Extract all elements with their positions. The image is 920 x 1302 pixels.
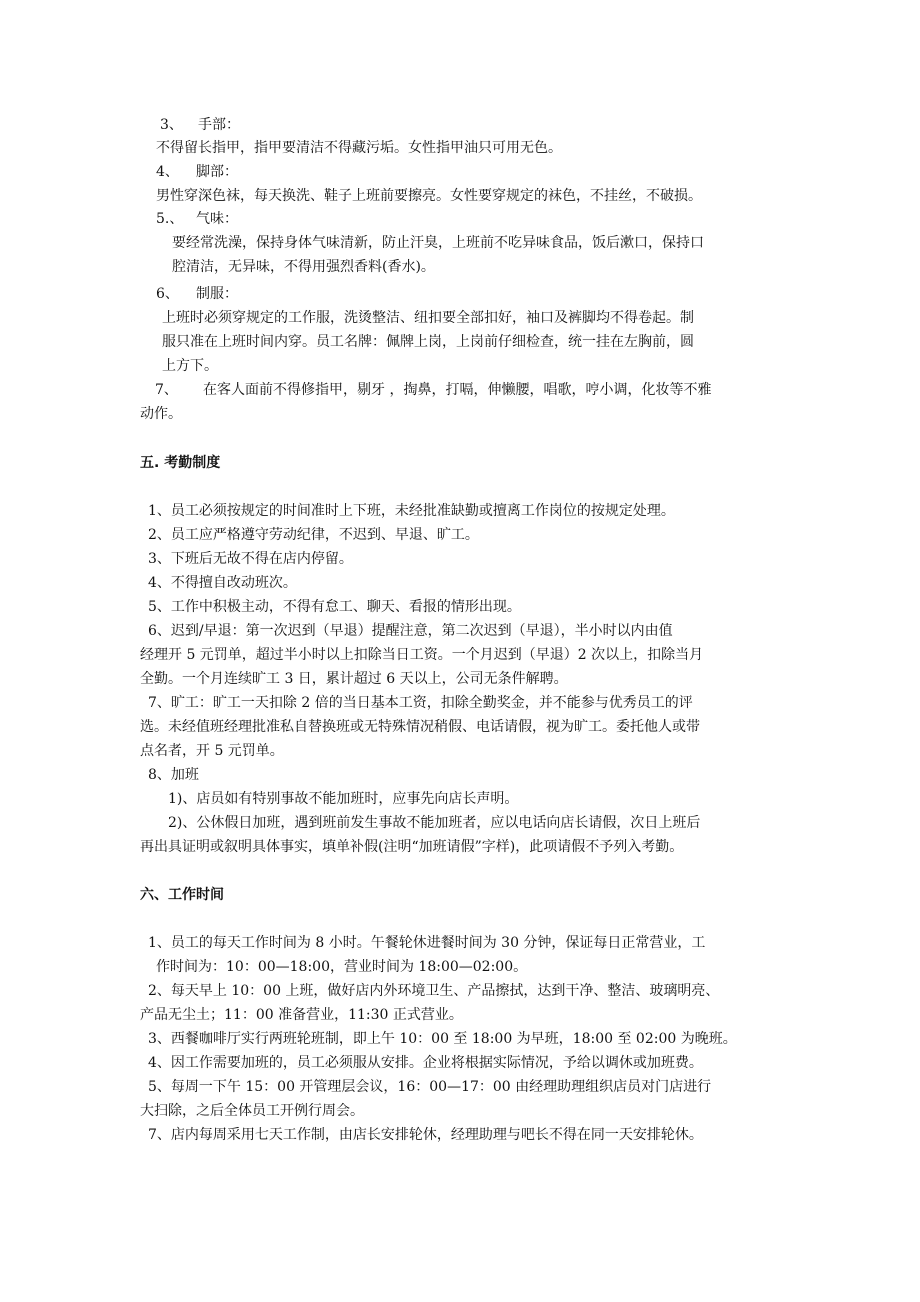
item-4-number: 4、: [156, 164, 179, 180]
item-7-text-line-1: 在客人面前不得修指甲，剔牙 ，掏鼻，打嗝，伸懒腰，唱歌，哼小调，化妆等不雅: [203, 382, 712, 398]
item-5-text-line-2: 腔清洁，无异味，不得用强烈香料(香水)。: [172, 259, 435, 275]
item-5-title: 气味：: [196, 211, 238, 227]
attendance-rule-6-line-1: 6、迟到/早退：第一次迟到（早退）提醒注意，第二次迟到（早退），半小时以内由值: [148, 623, 673, 639]
work-time-rule-1-line-1: 1、员工的每天工作时间为 8 小时。午餐轮休进餐时间为 30 分钟，保证每日正常营业，工: [148, 935, 706, 951]
item-3-number: 3、: [160, 117, 183, 133]
overtime-rule-2-line-1: 2)、公休假日加班，遇到班前发生事故不能加班者，应以电话向店长请假，次日上班后: [168, 815, 701, 831]
item-6-title: 制服：: [196, 286, 238, 302]
item-4-title: 脚部：: [196, 164, 238, 180]
work-time-rule-3: 3、西餐咖啡厅实行两班轮班制，即上午 10：00 至 18:00 为早班，18:00 至 02:00 为晚班。: [148, 1031, 737, 1047]
item-7-number: 7、: [155, 382, 178, 398]
attendance-rule-1: 1、员工必须按规定的时间准时上下班，未经批准缺勤或擅离工作岗位的按规定处理。: [148, 503, 675, 519]
attendance-rule-5: 5、工作中积极主动，不得有怠工、聊天、看报的情形出现。: [148, 599, 521, 615]
item-5-text-line-1: 要经常洗澡，保持身体气味清新，防止汗臭，上班前不吃异味食品，饭后漱口，保持口: [172, 235, 704, 251]
work-time-rule-2-line-1: 2、每天早上 10：00 上班，做好店内外环境卫生、产品擦拭，达到干净、整洁、玻璃明亮、: [148, 983, 720, 999]
attendance-rule-7-line-3: 点名者，开 5 元罚单。: [140, 743, 284, 759]
item-6-text-line-1: 上班时必须穿规定的工作服，洗烫整洁、纽扣要全部扣好，袖口及裤脚均不得卷起。制: [162, 310, 694, 326]
work-time-rule-2-line-2: 产品无尘土；11：00 准备营业，11:30 正式营业。: [140, 1007, 463, 1023]
item-3-title: 手部：: [198, 117, 240, 133]
work-time-rule-1-line-2: 作时间为：10：00—18:00，营业时间为 18:00—02:00。: [156, 959, 528, 975]
item-7-text-line-2: 动作。: [140, 406, 182, 422]
attendance-rule-6-line-3: 全勤。一个月连续旷工 3 日，累计超过 6 天以上，公司无条件解聘。: [140, 671, 568, 687]
attendance-rule-4: 4、不得擅自改动班次。: [148, 575, 297, 591]
attendance-rule-3: 3、下班后无故不得在店内停留。: [148, 551, 353, 567]
section-6-heading: 六、工作时间: [140, 887, 224, 903]
item-6-text-line-2: 服只准在上班时间内穿。员工名牌：佩牌上岗，上岗前仔细检查，统一挂在左胸前，圆: [162, 334, 694, 350]
item-6-number: 6、: [156, 286, 179, 302]
attendance-rule-7-line-1: 7、旷工：旷工一天扣除 2 倍的当日基本工资，扣除全勤奖金，并不能参与优秀员工的评: [148, 695, 693, 711]
item-3-text: 不得留长指甲，指甲要清洁不得藏污垢。女性指甲油只可用无色。: [156, 140, 562, 156]
attendance-rule-6-line-2: 经理开 5 元罚单，超过半小时以上扣除当日工资。一个月迟到（早退）2 次以上，扣除当月: [140, 647, 704, 663]
work-time-rule-5-line-1: 5、每周一下午 15：00 开管理层会议，16：00—17：00 由经理助理组织店员对门店进行: [148, 1079, 712, 1095]
overtime-rule-1: 1)、店员如有特别事故不能加班时，应事先向店长声明。: [168, 791, 519, 807]
attendance-rule-7-line-2: 选。未经值班经理批准私自替换班或无特殊情况稍假、电话请假，视为旷工。委托他人或带: [140, 719, 700, 735]
attendance-rule-8: 8、加班: [148, 767, 199, 783]
attendance-rule-2: 2、员工应严格遵守劳动纪律，不迟到、早退、旷工。: [148, 527, 479, 543]
item-5-number: 5.、: [156, 211, 184, 227]
item-6-text-line-3: 上方下。: [162, 358, 218, 374]
work-time-rule-5-line-2: 大扫除，之后全体员工开例行周会。: [140, 1103, 364, 1119]
section-5-heading: 五. 考勤制度: [140, 455, 221, 471]
overtime-rule-2-line-2: 再出具证明或叙明具体事实，填单补假(注明“加班请假”字样)，此项请假不予列入考勤。: [140, 839, 684, 855]
item-4-text: 男性穿深色袜，每天换洗、鞋子上班前要擦亮。女性要穿规定的袜色，不挂丝，不破损。: [156, 188, 702, 204]
work-time-rule-4: 4、因工作需要加班的，员工必须服从安排。企业将根据实际情况，予给以调休或加班费。: [148, 1055, 703, 1071]
work-time-rule-7: 7、店内每周采用七天工作制，由店长安排轮休，经理助理与吧长不得在同一天安排轮休。: [148, 1127, 703, 1143]
